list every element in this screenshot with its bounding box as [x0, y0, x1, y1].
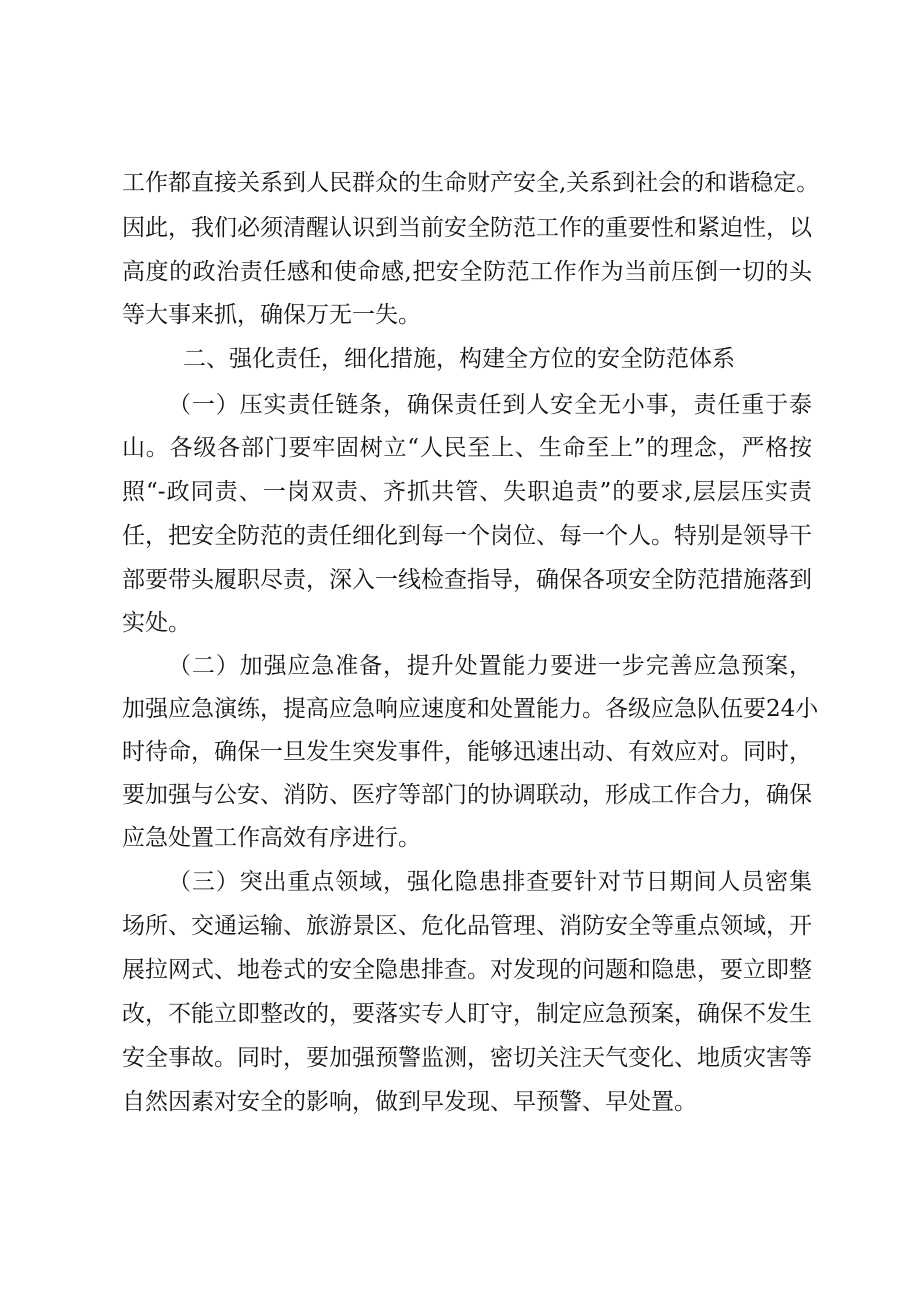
paragraph-line: （一）压实责任链条，确保责任到人安全无小事，责任重于泰 — [168, 392, 812, 418]
paragraph-line: 安全事故。同时，要加强预警监测，密切关注天气变化、地质灾害等 — [122, 1045, 812, 1071]
paragraph-line: （三）突出重点领域，强化隐患排查要针对节日期间人员密集 — [168, 869, 812, 895]
paragraph-line: 任，把安全防范的责任细化到每一个岗位、每一个人。特别是领导干 — [122, 523, 812, 549]
paragraph-line: 因此，我们必须清醒认识到当前安全防范工作的重要性和紧迫性，以 — [122, 215, 812, 241]
paragraph-line: 时待命，确保一旦发生突发事件，能够迅速出动、有效应对。同时， — [122, 739, 812, 765]
paragraph-line: （二）加强应急准备，提升处置能力要进一步完善应急预案， — [168, 653, 812, 679]
paragraph-line: 加强应急演练，提高应急响应速度和处置能力。各级应急队伍要24小 — [122, 696, 819, 722]
paragraph-line: 工作都直接关系到人民群众的生命财产安全,关系到社会的和谐稳定。 — [122, 170, 820, 196]
paragraph-line: 展拉网式、地卷式的安全隐患排查。对发现的问题和隐患，要立即整 — [122, 957, 812, 983]
paragraph-line: 山。各级各部门要牢固树立“人民至上、生命至上”的理念，严格按 — [122, 435, 812, 461]
paragraph-line: 要加强与公安、消防、医疗等部门的协调联动，形成工作合力，确保 — [122, 782, 812, 808]
section-heading: 二、强化责任，细化措施，构建全方位的安全防范体系 — [183, 346, 735, 372]
paragraph-line: 实处。 — [122, 610, 191, 636]
paragraph-line: 部要带头履职尽责，深入一线检查指导，确保各项安全防范措施落到 — [122, 567, 812, 593]
paragraph-line: 应急处置工作高效有序进行。 — [122, 825, 421, 851]
paragraph-line: 场所、交通运输、旅游景区、危化品管理、消防安全等重点领域，开 — [122, 913, 812, 939]
paragraph-line: 改，不能立即整改的，要落实专人盯守，制定应急预案，确保不发生 — [122, 1001, 812, 1027]
paragraph-line: 高度的政治责任感和使命感,把安全防范工作作为当前压倒一切的头 — [122, 259, 812, 285]
paragraph-line: 照“-政同责、一岗双责、齐抓共管、失职追责”的要求,层层压实责 — [122, 479, 812, 505]
paragraph-line: 等大事来抓，确保万无一失。 — [122, 302, 421, 328]
paragraph-line: 自然因素对安全的影响，做到早发现、早预警、早处置。 — [122, 1089, 697, 1115]
